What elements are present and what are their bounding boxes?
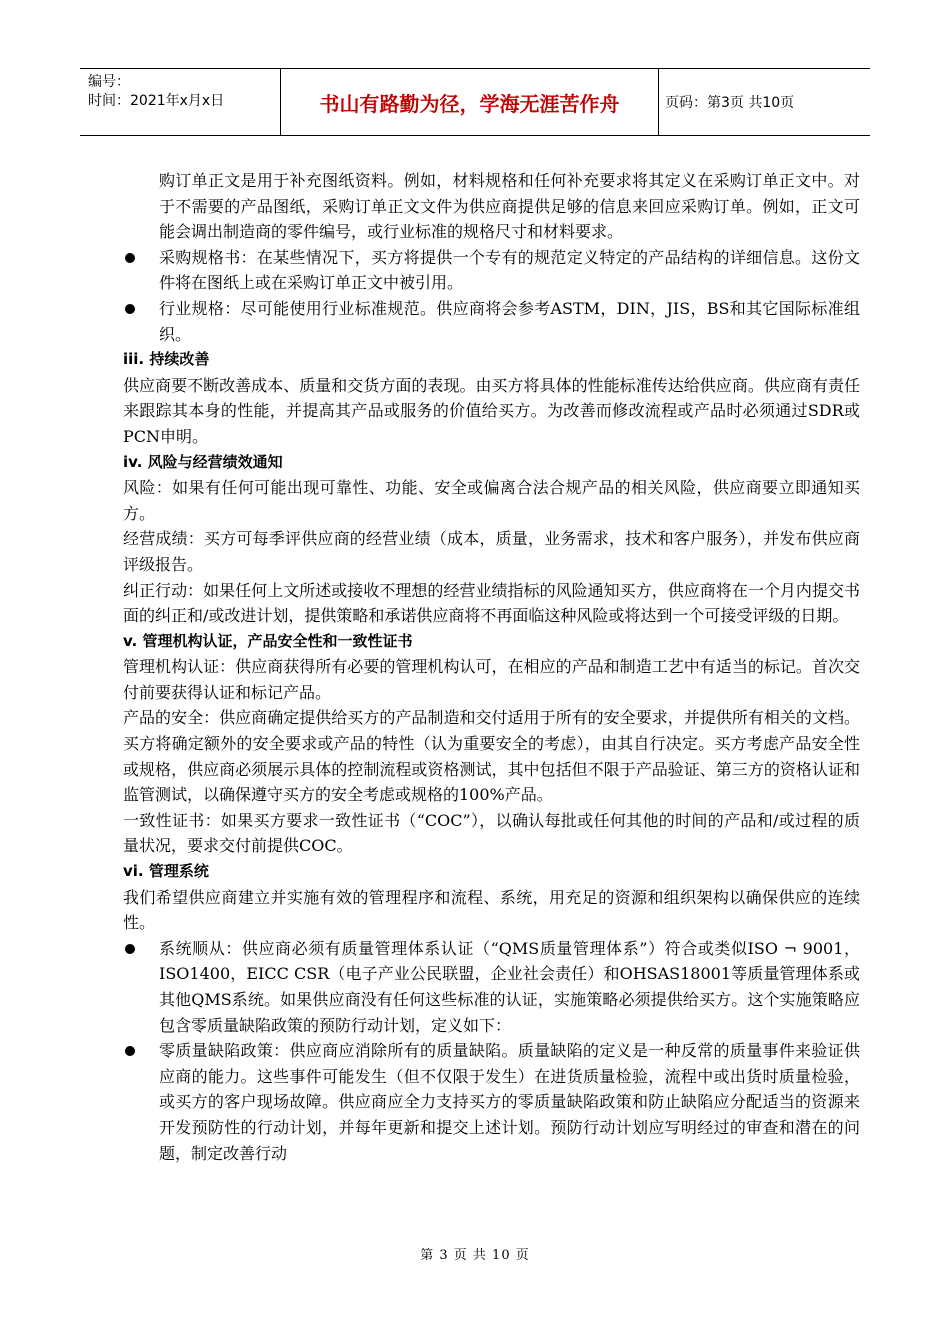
paragraph: 管理机构认证：供应商获得所有必要的管理机构认可，在相应的产品和制造工艺中有适当的标记。首次交付前要获得认证和标记产品。 <box>123 657 860 702</box>
number-label: 编号： <box>88 74 130 90</box>
paragraph: 我们希望供应商建立并实施有效的管理程序和流程、系统，用充足的资源和组织架构以确保供应的连续性。 <box>123 887 860 933</box>
page-header <box>80 68 870 136</box>
paragraph: 风险：如果有任何可能出现可靠性、功能、安全或偏离合法合规产品的相关风险，供应商要立即通知买方。 <box>123 478 860 523</box>
bullet-dot-icon <box>125 944 135 954</box>
paragraph: 购订单正文是用于补充图纸资料。例如，材料规格和任何补充要求将其定义在采购订单正文中。对于不需要的产品图纸，采购订单正文文件为供应商提供足够的信息来回应采购订单。例如，正文可能会调出制造商的零件编号，或行业标准的规格尺寸和材料要求。 <box>159 171 860 242</box>
paragraph: 供应商要不断改善成本、质量和交货方面的表现。由买方将具体的性能标准传达给供应商。供应商有责任来跟踪其本身的性能，并提高其产品或服务的价值给买方。为改善而修改流程或产品时必须通过SDR或PCN申明。 <box>123 375 860 446</box>
page-footer: 第 3 页 共 10 页 <box>420 1248 530 1263</box>
section-heading: v. 管理机构认证，产品安全性和一致性证书 <box>123 631 413 650</box>
section-heading: vi. 管理系统 <box>123 862 209 881</box>
header-meta <box>80 69 281 135</box>
bullet-item <box>123 296 860 347</box>
paragraph: 产品的安全：供应商确定提供给买方的产品制造和交付适用于所有的安全要求，并提供所有相关的文档。买方将确定额外的安全要求或产品的特性（认为重要安全的考虑），由其自行决定。买方考虑产品安全性或规格，供应商必须展示具体的控制流程或资格测试，其中包括但不限于产品验证、第三方的资格认证和监管测试，以确保遵守买方的安全考虑或规格的100%产品。 <box>123 708 860 805</box>
paragraph: 经营成绩：买方可每季评供应商的经营业绩（成本，质量，业务需求，技术和客户服务），并发布供应商评级报告。 <box>123 529 860 574</box>
section-heading: iv. 风险与经营绩效通知 <box>123 452 283 471</box>
bullet-dot-icon <box>125 253 135 263</box>
bullet-text: 系统顺从：供应商必须有质量管理体系认证（“QMS质量管理体系”）符合或类似ISO ¬ 9001，ISO1400，EICC CSR（电子产业公民联盟，企业社会责任）和OHSAS18001等质量管理体系或其他QMS系统。如果供应商没有任何这些标准的认证，实施策略必须提供给买方。这个实施策略应包含零质量缺陷政策的预防行动计划，定义如下： <box>159 938 860 1035</box>
section-heading: iii. 持续改善 <box>123 350 210 369</box>
bullet-item <box>123 936 860 1038</box>
bullet-item <box>123 245 860 296</box>
header-page-label: 页码：第3页 共10页 <box>665 95 795 111</box>
paragraph: 纠正行动：如果任何上文所述或接收不理想的经营业绩指标的风险通知买方，供应商将在一个月内提交书面的纠正和/或改进计划，提供策略和承诺供应商将不再面临这种风险或将达到一个可接受评级的日期。 <box>123 580 860 626</box>
bullet-dot-icon <box>125 1046 135 1056</box>
bullet-dot-icon <box>125 304 135 314</box>
header-motto: 书山有路勤为径，学海无涯苦作舟 <box>281 69 659 135</box>
bullet-text: 零质量缺陷政策：供应商应消除所有的质量缺陷。质量缺陷的定义是一种反常的质量事件来验证供应商的能力。这些事件可能发生（但不仅限于发生）在进货质量检验，流程中或出货时质量检验，或买方的客户现场故障。供应商应全力支持买方的零质量缺陷政策和防止缺陷应分配适当的资源来开发预防性的行动计划，并每年更新和提交上述计划。预防行动计划应写明经过的审查和潜在的问题，制定改善行动 <box>159 1041 860 1163</box>
document-body <box>123 168 860 1166</box>
time-label: 时间：2021年x月x日 <box>88 93 225 109</box>
bullet-text: 行业规格：尽可能使用行业标准规范。供应商将会参考ASTM，DIN，JIS，BS和其它国际标准组织。 <box>159 298 860 344</box>
bullet-item <box>123 1038 860 1166</box>
paragraph: 一致性证书：如果买方要求一致性证书（“COC”），以确认每批或任何其他的时间的产品和/或过程的质量状况，要求交付前提供COC。 <box>123 810 860 856</box>
bullet-text: 采购规格书：在某些情况下，买方将提供一个专有的规范定义特定的产品结构的详细信息。这份文件将在图纸上或在采购订单正文中被引用。 <box>159 247 860 293</box>
